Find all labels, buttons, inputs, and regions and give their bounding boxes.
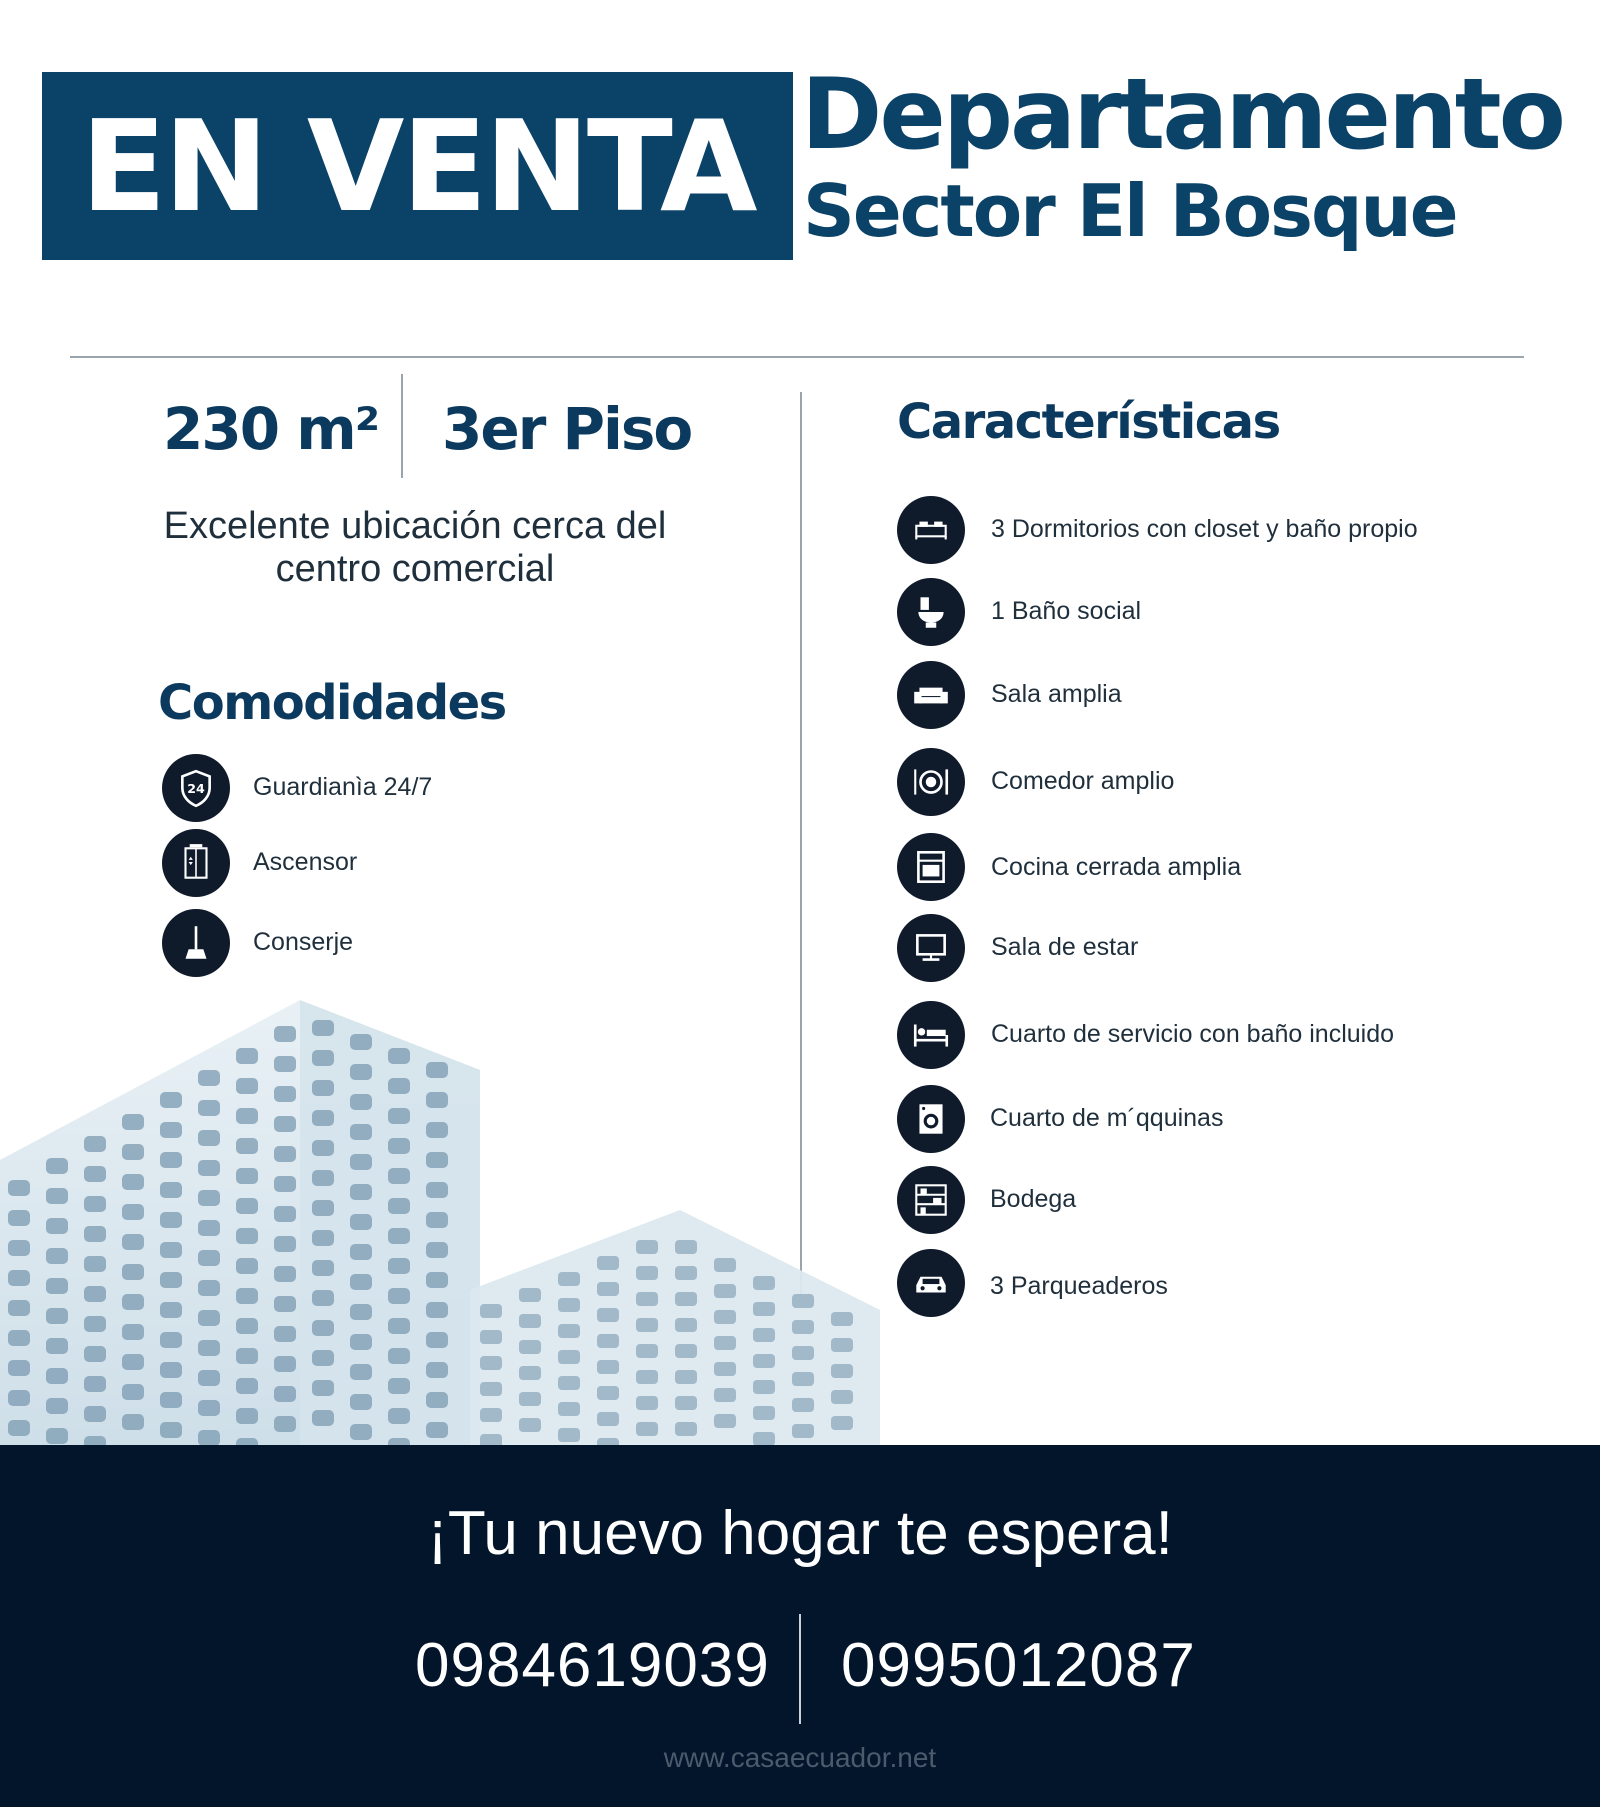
- building-window: [198, 1190, 220, 1206]
- building-window: [388, 1168, 410, 1184]
- feature-label: Sala de estar: [991, 933, 1139, 961]
- building-window: [312, 1050, 334, 1066]
- building-window: [274, 1296, 296, 1312]
- feature-label: 3 Dormitorios con closet y baño propio: [991, 515, 1418, 543]
- building-window: [8, 1270, 30, 1286]
- area-stat: 230 m²: [163, 395, 379, 463]
- building-window: [198, 1250, 220, 1266]
- building-window: [426, 1422, 448, 1438]
- building-window: [426, 1182, 448, 1198]
- building-window: [122, 1204, 144, 1220]
- building-window: [558, 1272, 580, 1286]
- building-window: [160, 1332, 182, 1348]
- building-window: [274, 1176, 296, 1192]
- building-window: [597, 1386, 619, 1400]
- building-window: [236, 1168, 258, 1184]
- building-window: [636, 1422, 658, 1436]
- building-window: [519, 1340, 541, 1354]
- building-window: [236, 1348, 258, 1364]
- building-window: [519, 1288, 541, 1302]
- building-window: [558, 1298, 580, 1312]
- broom-icon: [162, 909, 230, 977]
- building-window: [198, 1160, 220, 1176]
- building-window: [84, 1376, 106, 1392]
- building-window: [350, 1304, 372, 1320]
- building-window: [274, 1326, 296, 1342]
- building-window: [198, 1430, 220, 1446]
- security-shield-24-icon: [162, 754, 230, 822]
- tagline: ¡Tu nuevo hogar te espera!: [427, 1499, 1173, 1568]
- building-window: [350, 1034, 372, 1050]
- building-window: [236, 1288, 258, 1304]
- amenity-label: Guardianìa 24/7: [253, 773, 433, 801]
- building-window: [236, 1198, 258, 1214]
- amenities-heading: Comodidades: [158, 675, 506, 731]
- building-window: [160, 1362, 182, 1378]
- car-icon: [897, 1249, 965, 1317]
- building-window: [312, 1410, 334, 1426]
- building-window: [312, 1140, 334, 1156]
- sofa-icon: [897, 661, 965, 729]
- building-window: [426, 1062, 448, 1078]
- building-window: [792, 1346, 814, 1360]
- divider: [799, 1614, 801, 1724]
- building-window: [480, 1382, 502, 1396]
- building-window: [122, 1354, 144, 1370]
- amenity-label: Ascensor: [253, 848, 358, 876]
- building-window: [388, 1048, 410, 1064]
- building-window: [84, 1316, 106, 1332]
- elevator-icon: [162, 829, 230, 897]
- building-window: [84, 1286, 106, 1302]
- building-window: [274, 1116, 296, 1132]
- divider: [401, 374, 403, 478]
- building-window: [312, 1080, 334, 1096]
- building-window: [160, 1152, 182, 1168]
- building-window: [388, 1348, 410, 1364]
- feature-label: 1 Baño social: [991, 597, 1142, 625]
- building-window: [198, 1340, 220, 1356]
- building-window: [714, 1310, 736, 1324]
- building-window: [636, 1396, 658, 1410]
- building-window: [792, 1294, 814, 1308]
- building-window: [8, 1420, 30, 1436]
- building-window: [675, 1396, 697, 1410]
- building-window: [792, 1320, 814, 1334]
- building-window: [714, 1336, 736, 1350]
- features-heading: Características: [897, 394, 1280, 450]
- building-window: [236, 1228, 258, 1244]
- building-window: [426, 1392, 448, 1408]
- building-window: [350, 1424, 372, 1440]
- building-window: [597, 1256, 619, 1270]
- building-window: [312, 1110, 334, 1126]
- building-window: [350, 1274, 372, 1290]
- building-window: [160, 1302, 182, 1318]
- building-window: [350, 1154, 372, 1170]
- building-window: [426, 1212, 448, 1228]
- building-window: [519, 1418, 541, 1432]
- building-window: [198, 1370, 220, 1386]
- building-window: [792, 1398, 814, 1412]
- building-window: [597, 1360, 619, 1374]
- building-window: [388, 1138, 410, 1154]
- building-window: [350, 1364, 372, 1380]
- property-title: Departamento: [801, 58, 1563, 172]
- phone-number[interactable]: 0995012087: [841, 1631, 1196, 1700]
- building-window: [480, 1408, 502, 1422]
- phone-number[interactable]: 0984619039: [415, 1631, 770, 1700]
- building-window: [46, 1428, 68, 1444]
- building-window: [675, 1240, 697, 1254]
- amenity-label: Conserje: [253, 928, 354, 956]
- building-window: [350, 1124, 372, 1140]
- building-window: [558, 1324, 580, 1338]
- building-window: [792, 1424, 814, 1438]
- building-window: [480, 1304, 502, 1318]
- building-window: [198, 1220, 220, 1236]
- building-window: [350, 1214, 372, 1230]
- building-window: [122, 1264, 144, 1280]
- building-window: [519, 1392, 541, 1406]
- svg-text:24: 24: [187, 781, 205, 797]
- building-window: [426, 1272, 448, 1288]
- building-window: [46, 1158, 68, 1174]
- building-window: [831, 1338, 853, 1352]
- building-window: [426, 1122, 448, 1138]
- building-window: [236, 1078, 258, 1094]
- building-window: [274, 1086, 296, 1102]
- building-window: [636, 1344, 658, 1358]
- building-window: [274, 1266, 296, 1282]
- building-window: [312, 1020, 334, 1036]
- building-window: [350, 1394, 372, 1410]
- building-window: [831, 1390, 853, 1404]
- building-window: [636, 1266, 658, 1280]
- building-window: [597, 1412, 619, 1426]
- building-window: [274, 1056, 296, 1072]
- building-window: [388, 1108, 410, 1124]
- building-window: [753, 1328, 775, 1342]
- building-window: [198, 1070, 220, 1086]
- building-window: [122, 1114, 144, 1130]
- bed-icon: [897, 496, 965, 564]
- website-link[interactable]: www.casaecuador.net: [663, 1742, 937, 1773]
- building-window: [8, 1390, 30, 1406]
- building-window: [274, 1416, 296, 1432]
- building-window: [236, 1048, 258, 1064]
- building-window: [388, 1228, 410, 1244]
- building-window: [160, 1122, 182, 1138]
- building-window: [636, 1370, 658, 1384]
- building-window: [792, 1372, 814, 1386]
- building-window: [350, 1064, 372, 1080]
- building-window: [350, 1244, 372, 1260]
- building-window: [274, 1146, 296, 1162]
- building-window: [312, 1260, 334, 1276]
- building-window: [46, 1278, 68, 1294]
- building-window: [274, 1236, 296, 1252]
- building-window: [8, 1240, 30, 1256]
- feature-label: Cuarto de m´qquinas: [990, 1104, 1224, 1132]
- building-window: [714, 1388, 736, 1402]
- building-window: [480, 1356, 502, 1370]
- building-window: [350, 1094, 372, 1110]
- building-window: [46, 1398, 68, 1414]
- building-window: [312, 1320, 334, 1336]
- building-window: [675, 1370, 697, 1384]
- shelves-icon: [897, 1166, 965, 1234]
- building-window: [84, 1196, 106, 1212]
- feature-label: Sala amplia: [991, 680, 1122, 708]
- building-window: [84, 1256, 106, 1272]
- building-window: [84, 1226, 106, 1242]
- building-window: [122, 1384, 144, 1400]
- building-window: [84, 1346, 106, 1362]
- building-window: [519, 1366, 541, 1380]
- building-window: [350, 1184, 372, 1200]
- building-window: [160, 1212, 182, 1228]
- building-window: [312, 1380, 334, 1396]
- building-window: [274, 1356, 296, 1372]
- building-window: [236, 1408, 258, 1424]
- building-window: [350, 1334, 372, 1350]
- building-window: [8, 1300, 30, 1316]
- building-window: [46, 1308, 68, 1324]
- building-window: [714, 1284, 736, 1298]
- floor-stat: 3er Piso: [442, 395, 692, 463]
- building-window: [426, 1362, 448, 1378]
- building-window: [236, 1138, 258, 1154]
- building-window: [160, 1182, 182, 1198]
- building-window: [46, 1218, 68, 1234]
- feature-label: Comedor amplio: [991, 767, 1175, 795]
- building-window: [675, 1266, 697, 1280]
- building-window: [160, 1392, 182, 1408]
- feature-label: Bodega: [990, 1185, 1077, 1213]
- building-window: [8, 1330, 30, 1346]
- building-window: [558, 1402, 580, 1416]
- property-location: Sector El Bosque: [803, 169, 1457, 253]
- building-window: [46, 1188, 68, 1204]
- building-window: [8, 1210, 30, 1226]
- building-window: [675, 1422, 697, 1436]
- building-window: [753, 1432, 775, 1446]
- building-window: [160, 1092, 182, 1108]
- building-window: [558, 1350, 580, 1364]
- building-window: [388, 1318, 410, 1334]
- building-window: [46, 1338, 68, 1354]
- building-window: [636, 1292, 658, 1306]
- building-window: [198, 1130, 220, 1146]
- divider: [70, 356, 1524, 358]
- building-window: [388, 1288, 410, 1304]
- building-window: [558, 1376, 580, 1390]
- feature-label: Cocina cerrada amplia: [991, 853, 1242, 881]
- building-window: [675, 1292, 697, 1306]
- building-window: [831, 1416, 853, 1430]
- location-description: Excelente ubicación cerca del centro comercial: [163, 505, 667, 590]
- building-window: [122, 1174, 144, 1190]
- feature-label: Cuarto de servicio con baño incluido: [991, 1020, 1395, 1048]
- building-window: [388, 1198, 410, 1214]
- tv-icon: [897, 914, 965, 982]
- building-window: [714, 1258, 736, 1272]
- building-window: [753, 1276, 775, 1290]
- building-window: [753, 1302, 775, 1316]
- building-window: [8, 1360, 30, 1376]
- building-window: [236, 1318, 258, 1334]
- building-window: [753, 1354, 775, 1368]
- building-window: [198, 1100, 220, 1116]
- building-window: [426, 1332, 448, 1348]
- building-window: [122, 1414, 144, 1430]
- washing-machine-icon: [897, 1085, 965, 1153]
- building-window: [597, 1334, 619, 1348]
- building-window: [636, 1318, 658, 1332]
- building-window: [312, 1230, 334, 1246]
- building-window: [198, 1280, 220, 1296]
- plate-cutlery-icon: [897, 748, 965, 816]
- building-window: [84, 1136, 106, 1152]
- building-window: [388, 1078, 410, 1094]
- building-window: [312, 1200, 334, 1216]
- buildings-illustration: [0, 990, 880, 1446]
- building-window: [46, 1248, 68, 1264]
- building-window: [122, 1294, 144, 1310]
- building-window: [388, 1378, 410, 1394]
- building-window: [312, 1170, 334, 1186]
- building-window: [122, 1324, 144, 1340]
- building-window: [388, 1408, 410, 1424]
- building-window: [753, 1406, 775, 1420]
- building-window: [160, 1422, 182, 1438]
- building-window: [274, 1026, 296, 1042]
- building-window: [236, 1378, 258, 1394]
- building-window: [597, 1282, 619, 1296]
- toilet-icon: [897, 578, 965, 646]
- building-window: [236, 1258, 258, 1274]
- building-window: [160, 1272, 182, 1288]
- building-window: [675, 1344, 697, 1358]
- feature-label: 3 Parqueaderos: [990, 1272, 1168, 1300]
- building-window: [312, 1290, 334, 1306]
- building-window: [274, 1206, 296, 1222]
- building-window: [831, 1364, 853, 1378]
- building-window: [84, 1406, 106, 1422]
- building-window: [198, 1310, 220, 1326]
- building-window: [558, 1428, 580, 1442]
- building-window: [122, 1144, 144, 1160]
- building-window: [597, 1308, 619, 1322]
- building-window: [8, 1180, 30, 1196]
- building-window: [388, 1258, 410, 1274]
- sale-badge: EN VENTA: [80, 92, 755, 240]
- building-window: [312, 1350, 334, 1366]
- building-window: [46, 1368, 68, 1384]
- building-window: [122, 1234, 144, 1250]
- stove-icon: [897, 833, 965, 901]
- building-window: [636, 1240, 658, 1254]
- building-window: [426, 1242, 448, 1258]
- building-window: [831, 1312, 853, 1326]
- building-window: [426, 1152, 448, 1168]
- building-window: [519, 1314, 541, 1328]
- building-window: [160, 1242, 182, 1258]
- building-window: [480, 1330, 502, 1344]
- building-window: [426, 1092, 448, 1108]
- building-window: [753, 1380, 775, 1394]
- service-bed-icon: [897, 1001, 965, 1069]
- building-window: [198, 1400, 220, 1416]
- building-window: [675, 1318, 697, 1332]
- building-window: [714, 1362, 736, 1376]
- building-window: [84, 1166, 106, 1182]
- building-window: [236, 1108, 258, 1124]
- building-window: [714, 1414, 736, 1428]
- building-window: [426, 1302, 448, 1318]
- building-window: [274, 1386, 296, 1402]
